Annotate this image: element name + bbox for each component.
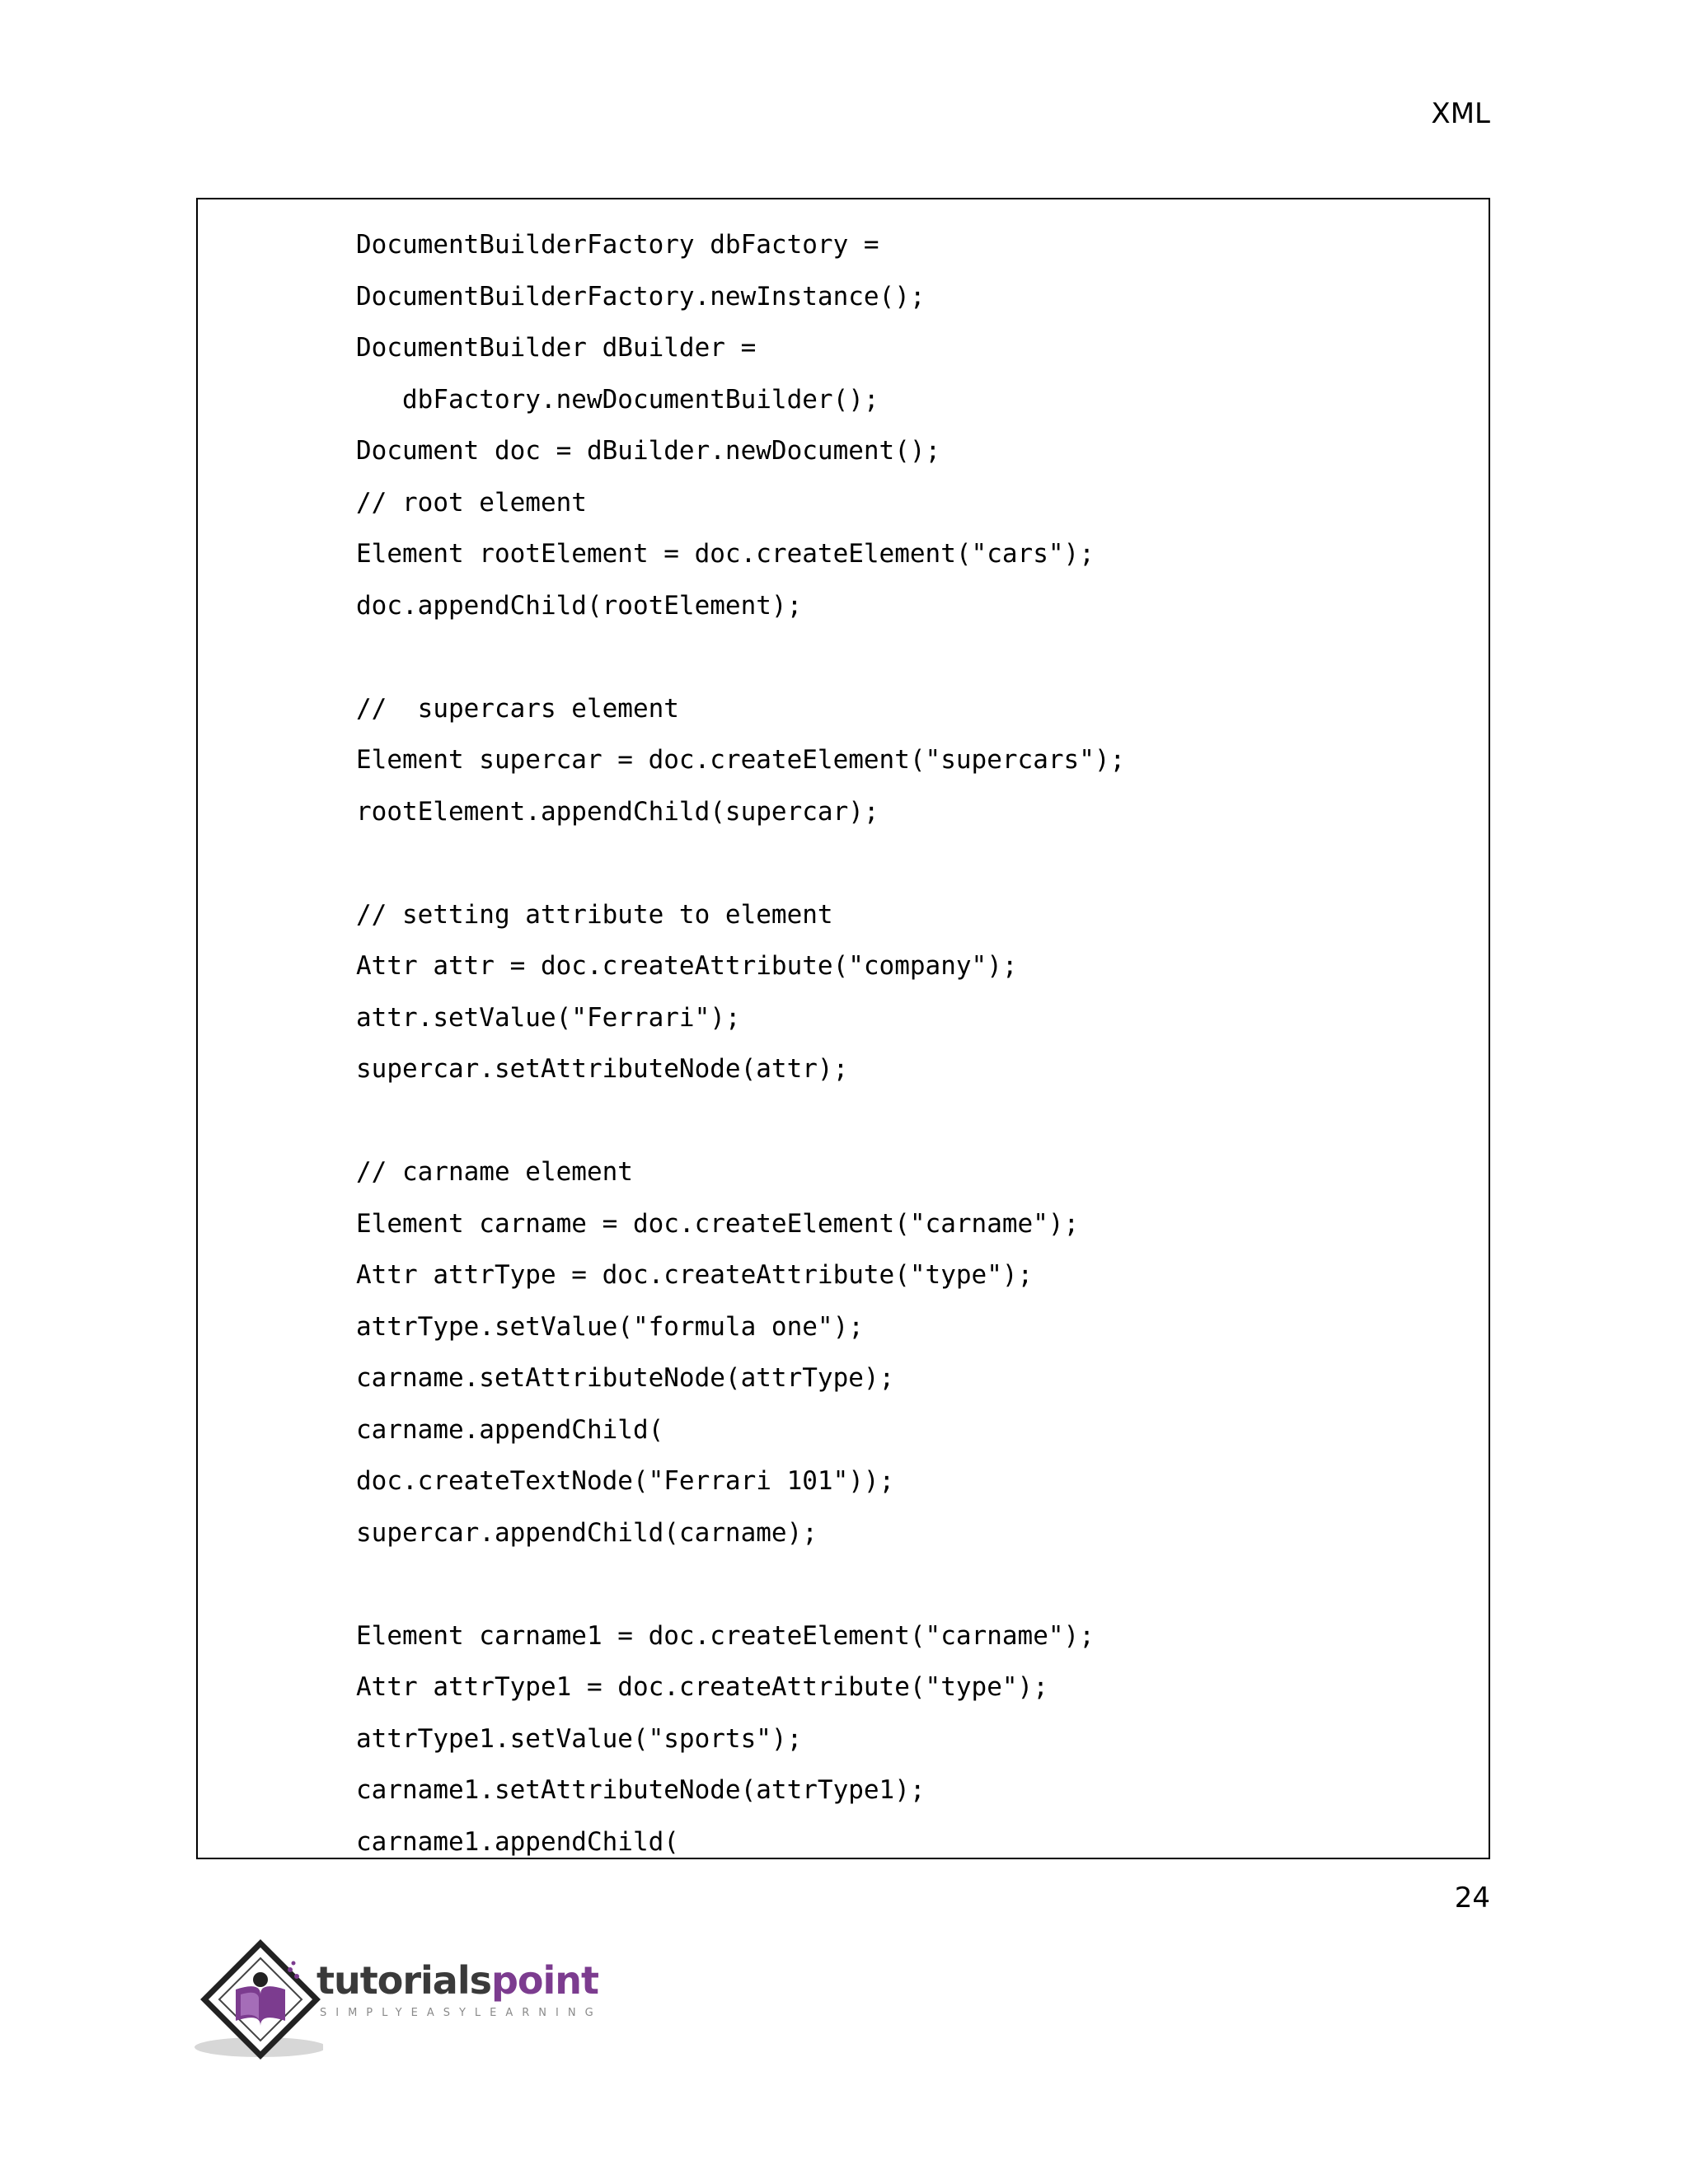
code-line: // supercars element [356,693,679,724]
code-line: rootElement.appendChild(supercar); [356,796,879,827]
code-line [356,837,1472,889]
code-line: attrType1.setValue("sports"); [356,1723,803,1754]
code-line: // root element [356,487,587,518]
code-line: carname.appendChild( [356,1414,664,1445]
header-title: XML [1431,97,1490,130]
code-line: Element carname1 = doc.createElement("carname"); [356,1620,1095,1651]
page-number: 24 [1454,1882,1490,1915]
code-line: Attr attrType = doc.createAttribute("type"); [356,1260,1034,1290]
logo-wordmark [316,1958,599,2003]
code-line: // carname element [356,1157,633,1187]
code-line: doc.appendChild(rootElement); [356,590,803,621]
code-line: DocumentBuilderFactory dbFactory = [356,230,879,260]
tutorialspoint-logo [191,1935,620,2067]
code-line: // setting attribute to element [356,899,833,930]
code-line: Element rootElement = doc.createElement("cars"); [356,539,1095,569]
code-line: Attr attrType1 = doc.createAttribute("type"); [356,1672,1048,1702]
code-line: supercar.appendChild(carname); [356,1517,818,1548]
code-line [356,631,1472,683]
code-line: carname1.setAttributeNode(attrType1); [356,1775,926,1805]
code-line: doc.createTextNode("Ferrari 101")); [356,1466,895,1496]
code-line [356,1558,1472,1610]
logo-word-tutorials: tutorials [316,1958,491,2003]
code-lines [356,219,1472,1868]
code-line: carname.setAttributeNode(attrType); [356,1363,895,1393]
code-line: DocumentBuilderFactory.newInstance(); [356,281,926,312]
code-line: Element supercar = doc.createElement("supercars"); [356,745,1126,775]
logo-tagline: SIMPLYEASYLEARNING [320,2007,603,2019]
code-line [356,1095,1472,1147]
code-line: Element carname = doc.createElement("carname"); [356,1208,1080,1239]
logo-word-point: point [490,1958,599,2003]
code-line: dbFactory.newDocumentBuilder(); [356,384,879,415]
tutorialspoint-logo-icon [191,1935,323,2067]
code-line: attr.setValue("Ferrari"); [356,1002,741,1033]
code-line: supercar.setAttributeNode(attr); [356,1054,849,1084]
code-line: DocumentBuilder dBuilder = [356,333,757,363]
code-line: Document doc = dBuilder.newDocument(); [356,436,941,466]
code-line: attrType.setValue("formula one"); [356,1311,864,1342]
code-line: Attr attr = doc.createAttribute("company"); [356,951,1018,981]
code-block [196,198,1490,1859]
code-line: carname1.appendChild( [356,1826,679,1857]
